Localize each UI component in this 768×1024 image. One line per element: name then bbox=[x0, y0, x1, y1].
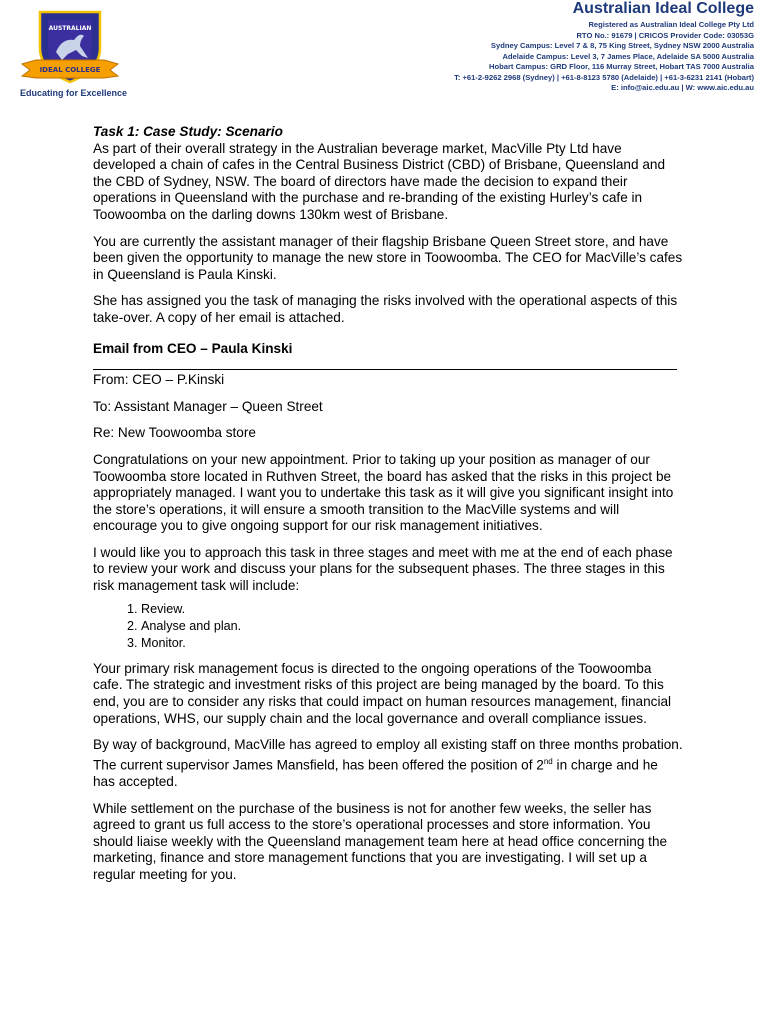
adelaide-campus-line: Adelaide Campus: Level 3, 7 James Place, Adelaide SA 5000 Australia bbox=[502, 51, 754, 61]
email-subject: Re: New Toowoomba store bbox=[93, 425, 256, 441]
college-name: Australian Ideal College bbox=[572, 0, 754, 17]
email-heading: Email from CEO – Paula Kinski bbox=[93, 340, 293, 356]
hobart-campus-line: Hobart Campus: GRD Floor, 116 Murray Street, Hobart TAS 7000 Australia bbox=[488, 62, 754, 71]
document-body bbox=[93, 124, 683, 894]
stages-list bbox=[93, 601, 683, 653]
scenario-paragraph-1: As part of their overall strategy in the Australian beverage market, MacVille Pty Ltd have developed a chain of cafes in the Central Business District (CBD) of Brisbane, Queensland and the CBD of Sydney, NSW. The board of directors have made the decision to expand their operations in Queensland with the purchase and re-branding of the existing Hurley’s cafe in Toowoomba on the darling downs 130km west of Brisbane. bbox=[93, 140, 665, 222]
ordinal-suffix: nd bbox=[543, 756, 553, 766]
contact-line: E: info@aic.edu.au | W: www.aic.edu.au bbox=[611, 83, 754, 92]
college-info bbox=[454, 0, 754, 94]
email-paragraph-2: I would like you to approach this task in three stages and meet with me at the end of each phase to review your work and discuss your plans for the subsequent phases. The three stages in this risk management task will include: bbox=[93, 544, 673, 594]
logo-arc-text: AUSTRALIAN bbox=[48, 25, 92, 32]
email-to: To: Assistant Manager – Queen Street bbox=[93, 398, 323, 414]
page-header bbox=[0, 0, 768, 110]
sydney-campus-line: Sydney Campus: Level 7 & 8, 75 King Street, Sydney NSW 2000 Australia bbox=[490, 41, 754, 50]
college-logo-icon bbox=[18, 8, 122, 88]
paragraph-4-start: By way of background, MacVille has agreed to employ all existing staff on three months probation. The current supervisor James Mansfield, has been offered the position of 2 bbox=[93, 737, 683, 773]
task-title: Task 1: Case Study: Scenario bbox=[93, 124, 283, 139]
email-divider bbox=[93, 369, 677, 370]
scenario-paragraph-3: She has assigned you the task of managing the risks involved with the operational aspects of this take-over. A copy of her email is attached. bbox=[93, 293, 678, 325]
logo-banner-text: IDEAL COLLEGE bbox=[39, 66, 101, 74]
rto-line: RTO No.: 91679 | CRICOS Provider Code: 03053G bbox=[576, 30, 754, 40]
email-paragraph-5: While settlement on the purchase of the business is not for another few weeks, the seller has agreed to grant us full access to the store’s operational processes and store information. You should liaise weekly with the Queensland management team here at head office concerning the marketing, finance and store management functions that you are investigating. I will set up a regular meeting for you. bbox=[93, 800, 668, 882]
email-paragraph-1: Congratulations on your new appointment. Prior to taking up your position as manager of our Toowoomba store located in Ruthven Street, the board has asked that the risks in this project be appropriately managed. I want you to undertake this task as it will give you significant insight into the store’s operations, it will ensure a smooth transition to the MacVille systems and will encourage you to give ongoing support for our risk management initiatives. bbox=[93, 451, 674, 534]
email-paragraph-4 bbox=[93, 737, 683, 790]
email-paragraph-3: Your primary risk management focus is directed to the ongoing operations of the Toowoomba cafe. The strategic and investment risks of this project are being managed by the board. To this end, you are to consider any risks that could impact on human resources management, financial operations, WHS, our supply chain and the local governance and overall compliance issues. bbox=[93, 660, 672, 726]
list-item: 3. Monitor. bbox=[141, 635, 683, 652]
list-item: 1. Review. bbox=[141, 601, 683, 618]
phone-line: T: +61-2-9262 2968 (Sydney) | +61-8-8123 5780 (Adelaide) | +61-3-6231 2141 (Hobart) bbox=[454, 72, 754, 82]
registered-line: Registered as Australian Ideal College Pty Ltd bbox=[588, 20, 754, 29]
scenario-paragraph-2: You are currently the assistant manager of their flagship Brisbane Queen Street store, and have been given the opportunity to manage the new store in Toowoomba. The CEO for MacVille’s cafes in Queensland is Paula Kinski. bbox=[93, 233, 683, 282]
list-item: 2. Analyse and plan. bbox=[141, 618, 683, 635]
email-from: From: CEO – P.Kinski bbox=[93, 372, 225, 388]
paragraph-4-end: in charge and he has accepted. bbox=[93, 757, 658, 789]
college-tagline: Educating for Excellence bbox=[20, 88, 128, 98]
